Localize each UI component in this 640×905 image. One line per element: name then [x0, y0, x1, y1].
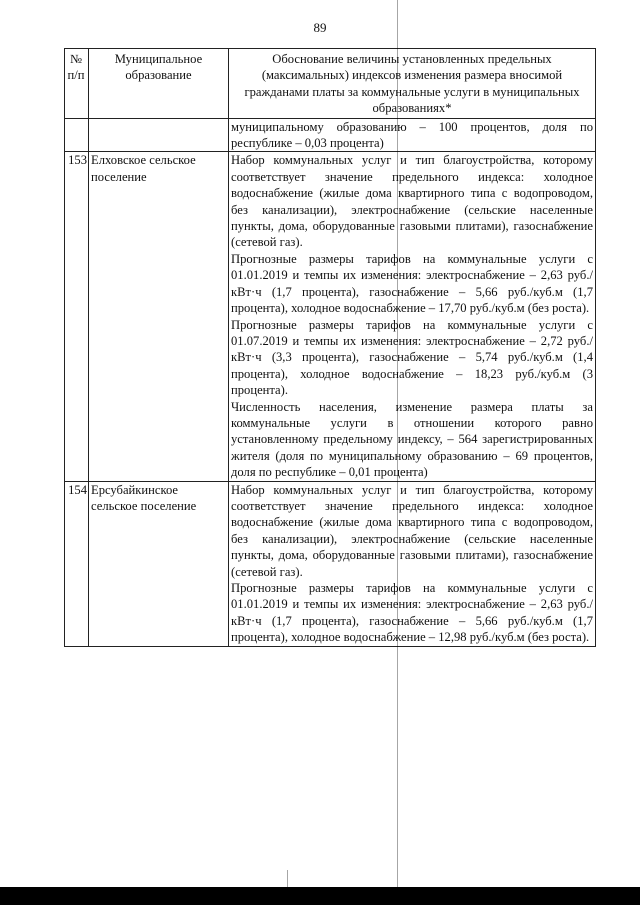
row-municipality: Ерсубайкинское сельское поселение: [89, 481, 229, 646]
justification-paragraph: Численность населения, изменение размера платы за коммунальные услуги в отношении которого равно установленному предельному индексу, – 564 зарегистрированных жителя (доля по муниципальному образованию – 69 процентов, доля по республике – 0,01 процента): [231, 399, 593, 480]
header-justification: Обоснование величины установленных предельных (максимальных) индексов изменения размера вносимой гражданами платы за коммунальные услуги в муниципальных образованиях*: [229, 49, 596, 119]
continuation-num-cell: [65, 118, 89, 152]
justification-paragraph: Набор коммунальных услуг и тип благоустройства, которому соответствует значение предельного индекса: холодное водоснабжение (жилые дома квартирного типа с водопроводом, без канализации), электроснабжение (сельские населенные пункты, дома, оборудованные газовыми плитами), газоснабжение (сетевой газ).: [231, 482, 593, 579]
table-row: [65, 152, 596, 481]
justification-paragraph: Набор коммунальных услуг и тип благоустройства, которому соответствует значение предельного индекса: холодное водоснабжение (жилые дома квартирного типа с водопроводом, без канализации), электроснабжение (сельские населенные пункты, дома, оборудованные газовыми плитами), газоснабжение (сетевой газ).: [231, 153, 593, 250]
scan-bottom-edge: [0, 887, 640, 905]
page-number: 89: [313, 20, 327, 35]
table-row: [65, 481, 596, 646]
justification-paragraph: Прогнозные размеры тарифов на коммунальные услуги с 01.01.2019 и темпы их изменения: электроснабжение – 2,63 руб./кВт·ч (1,7 процента), газоснабжение – 5,66 руб./куб.м (1,7 процента), холодное водоснабжение – 12,98 руб./куб.м (без роста).: [231, 581, 593, 645]
row-num: 153: [65, 152, 89, 481]
header-num: № п/п: [65, 49, 89, 119]
continuation-municipality-cell: [89, 118, 229, 152]
justification-paragraph: Прогнозные размеры тарифов на коммунальные услуги с 01.01.2019 и темпы их изменения: электроснабжение – 2,63 руб./кВт·ч (1,7 процента), газоснабжение – 5,66 руб./куб.м (1,7 процента), холодное водоснабжение – 17,70 руб./куб.м (без роста).: [231, 251, 593, 316]
table-header-row: [65, 49, 596, 119]
continuation-row: [65, 118, 596, 152]
row-num: 154: [65, 481, 89, 646]
row-justification: [229, 152, 596, 481]
row-justification: [229, 481, 596, 646]
row-municipality: Елховское сельское поселение: [89, 152, 229, 481]
scan-fold-line: [397, 0, 398, 905]
justification-paragraph: Прогнозные размеры тарифов на коммунальные услуги с 01.07.2019 и темпы их изменения: электроснабжение – 2,72 руб./кВт·ч (3,3 процента), газоснабжение – 5,74 руб./куб.м (1,4 процента), холодное водоснабжение – 18,23 руб./куб.м (3 процента).: [231, 317, 593, 398]
continuation-text: муниципальному образованию – 100 процентов, доля по республике – 0,03 процента): [229, 118, 596, 152]
tariff-table: [64, 48, 596, 647]
header-municipality: Муниципальное образование: [89, 49, 229, 119]
